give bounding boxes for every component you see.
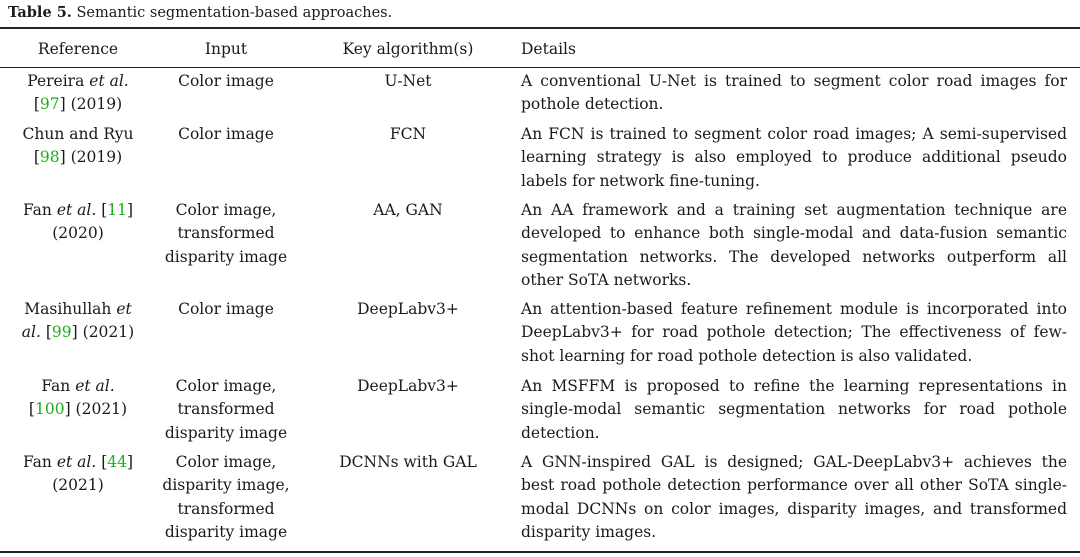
details-cell: An attention-based feature refinement module is incorporated into DeepLabv3+ for road pothole detection; The effectiveness of few-shot learning for road pothole detection is also validated. — [521, 300, 1067, 365]
input-cell — [156, 199, 296, 269]
header-reference: Reference — [37, 40, 119, 58]
input-line: Color image — [178, 300, 274, 318]
input-line: disparity image — [164, 522, 288, 541]
reference-cell: Fan et al. [100] (2021) — [28, 377, 128, 419]
input-line: Color image, — [175, 453, 277, 471]
reference-cell: Fan et al. [11] (2020) — [22, 201, 134, 243]
input-cell — [156, 298, 296, 321]
table-label: Table 5. — [8, 4, 72, 21]
input-cell — [156, 70, 296, 93]
ref-etal: al. — [21, 323, 41, 342]
algorithm-cell: AA, GAN — [373, 201, 443, 219]
header-algorithm: Key algorithm(s) — [342, 40, 474, 58]
ref-year: (2019) — [70, 95, 123, 114]
header-input: Input — [204, 40, 248, 58]
ref-etal: et al. — [75, 377, 115, 395]
input-line: transformed — [177, 499, 275, 518]
input-line: disparity image — [164, 247, 288, 266]
input-cell — [156, 451, 296, 544]
ref-author: Chun and Ryu — [22, 125, 134, 143]
ref-year: (2021) — [75, 400, 128, 419]
top-rule — [0, 27, 1080, 29]
citation-link[interactable]: 99 — [51, 323, 72, 342]
ref-year: (2021) — [52, 476, 104, 495]
ref-author: Pereira — [27, 72, 85, 90]
input-line: disparity image, — [162, 476, 290, 495]
input-line: disparity image — [164, 423, 288, 442]
ref-year: (2019) — [70, 148, 123, 167]
ref-author: Fan — [41, 377, 71, 395]
header-rule — [0, 67, 1080, 68]
ref-author: Masihullah — [24, 300, 112, 318]
algorithm-cell: DeepLabv3+ — [357, 377, 459, 395]
header-details: Details — [521, 40, 576, 58]
algorithm-cell: DeepLabv3+ — [357, 300, 459, 318]
input-line: Color image, — [175, 377, 277, 395]
input-cell — [156, 123, 296, 146]
details-cell: An MSFFM is proposed to refine the learning representations in single-modal semantic segmentation networks for road pothole detection. — [521, 377, 1067, 442]
input-line: Color image, — [175, 201, 277, 219]
ref-author: Fan — [22, 201, 52, 219]
citation-link[interactable]: 98 — [39, 148, 60, 167]
algorithm-cell: DCNNs with GAL — [339, 453, 477, 471]
input-cell — [156, 375, 296, 445]
bottom-rule — [0, 551, 1080, 553]
algorithm-cell: FCN — [389, 125, 427, 143]
input-line: transformed — [177, 400, 275, 419]
citation-link[interactable]: 44 — [107, 453, 127, 471]
input-line: Color image — [178, 72, 274, 90]
ref-etal: et al. — [89, 72, 129, 90]
reference-cell: Fan et al. [44] (2021) — [22, 453, 134, 495]
details-cell: A conventional U-Net is trained to segment color road images for pothole detection. — [521, 72, 1067, 114]
ref-author: Fan — [22, 453, 52, 471]
table-caption — [8, 4, 392, 21]
ref-year: (2021) — [82, 323, 135, 342]
ref-year: (2020) — [52, 224, 104, 243]
citation-link[interactable]: 97 — [39, 95, 60, 114]
details-cell: A GNN-inspired GAL is designed; GAL-DeepLabv3+ achieves the best road pothole detection performance over all other SoTA single-modal DCNNs on color images, disparity images, and transformed disparity images. — [521, 453, 1067, 541]
ref-etal: et — [116, 300, 132, 318]
reference-cell: Chun and Ryu [98] (2019) — [22, 125, 134, 167]
input-line: Color image — [178, 125, 274, 143]
citation-link[interactable]: 11 — [107, 201, 127, 219]
citation-link[interactable]: 100 — [34, 400, 65, 419]
reference-cell: Pereira et al. [97] (2019) — [27, 72, 129, 114]
ref-etal: et al. — [56, 453, 97, 471]
details-cell: An AA framework and a training set augmentation technique are developed to enhance both single-modal and data-fusion semantic segmentation networks. The developed networks outperform all other SoTA networks. — [521, 201, 1067, 289]
ref-etal: et al. — [56, 201, 97, 219]
details-cell: An FCN is trained to segment color road images; A semi-supervised learning strategy is also employed to produce additional pseudo labels for network fine-tuning. — [521, 125, 1067, 190]
table-caption-text: Semantic segmentation-based approaches. — [76, 5, 393, 21]
input-line: transformed — [177, 224, 275, 243]
algorithm-cell: U-Net — [384, 72, 432, 90]
reference-cell: Masihullah et al. [99] (2021) — [21, 300, 135, 342]
